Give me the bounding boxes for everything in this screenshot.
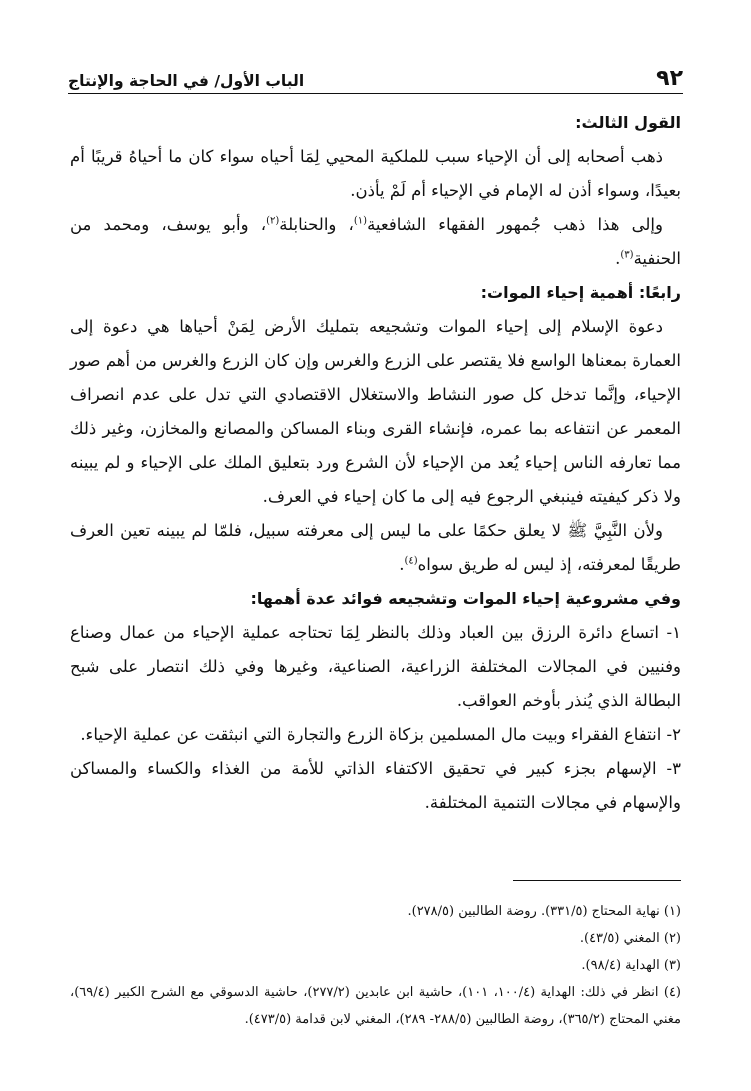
section-heading-benefits: وفي مشروعية إحياء الموات وتشجيعه فوائد عدة أهمها: xyxy=(250,589,681,608)
footnote-ref-3[interactable]: (٣) xyxy=(620,249,634,261)
footnote-ref-1[interactable]: (١) xyxy=(353,215,368,227)
footnote-ref-4[interactable]: (٤) xyxy=(404,555,418,567)
text-segment: . xyxy=(615,249,621,268)
footnote-1: (١) نهاية المحتاج (٣٣١/٥). روضة الطالبين (٢٧٨/٥). xyxy=(407,904,681,919)
paragraph-invitation: دعوة الإسلام إلى إحياء الموات وتشجيعه بتمليك الأرض لِمَنْ أحياها هي دعوة إلى العمارة بمعناها الواسع فلا يقتصر على الزرع والغرس وإن كان الزرع والغرس من أهم صور الإحياء، وإنَّما تدخل كل صور النشاط والاستغلال الاقتصادي التي تدل على عدم انصراف المعمر عن انتفاعه بما عمره، فإنشاء القرى وبناء المساكن والمصانع والمخازن، وغير ذلك مما تعارفه الناس إحياء يُعد من الإحياء لأن الشرع ورد بتعليق الملك على الإحياء و لم يبينه ولا ذكر كيفيته فينبغي الرجوع فيه إلى ما كان إحياء في العرف. xyxy=(70,317,681,506)
list-item-3: ٣- الإسهام بجزء كبير في تحقيق الاكتفاء الذاتي للأمة من الغذاء والكساء والمساكن والإسهام في مجالات التنمية المختلفة. xyxy=(70,759,681,812)
main-text xyxy=(70,106,681,820)
footnote-divider xyxy=(513,880,681,881)
list-item-1: ١- اتساع دائرة الرزق بين العباد وذلك بالنظر لِمَا تحتاجه عملية الإحياء من عمال وصناع وفنيين في المجالات المختلفة الزراعية، الصناعية، وغيرها وفي ذلك انتصار على شبح البطالة الذي يُنذر بأوخم العواقب. xyxy=(70,623,681,710)
page-header xyxy=(68,58,683,94)
paragraph-majority xyxy=(70,208,681,276)
paragraph-prophet xyxy=(70,514,681,582)
footnotes xyxy=(70,898,681,1033)
text-segment: ، وأبو يوسف، ومحمد من الحنفية xyxy=(70,215,681,268)
running-title: الباب الأول/ في الحاجة والإنتاج xyxy=(68,72,305,90)
section-heading-importance: رابعًا: أهمية إحياء الموات: xyxy=(480,283,681,302)
footnote-ref-2[interactable]: (٢) xyxy=(266,215,280,227)
text-segment: ولأن النَّبِيَّ ﷺ لا يعلق حكمًا على ما ليس إلى معرفته سبيل، فلمّا لم يبينه تعين العرف طريقًا لمعرفته، إذ ليس له طريق سواه xyxy=(70,521,681,574)
footnote-4: (٤) انظر في ذلك: الهداية (١٠٠/٤، ١٠١)، حاشية ابن عابدين (٢٧٧/٢)، حاشية الدسوقي مع الشرح الكبير (٦٩/٤)، مغني المحتاج (٣٦٥/٢)، روضة الطالبين (٢٨٨/٥- ٢٨٩)، المغني لابن قدامة (٤٧٣/٥). xyxy=(70,985,681,1027)
list-item-2: ٢- انتفاع الفقراء وبيت مال المسلمين بزكاة الزرع والتجارة التي انبثقت عن عملية الإحياء. xyxy=(80,725,681,744)
section-heading-third-opinion: القول الثالث: xyxy=(575,113,681,132)
footnote-2: (٢) المغني (٤٣/٥). xyxy=(579,931,681,946)
paragraph-third-opinion: ذهب أصحابه إلى أن الإحياء سبب للملكية المحيي لِمَا أحياه سواء كان ما أحياهُ قريبًا أم بعيدًا، وسواء أذن له الإمام في الإحياء أم لَمْ يأذن. xyxy=(70,147,681,200)
page-number: ٩٢ xyxy=(656,66,683,91)
text-segment: . xyxy=(399,555,405,574)
text-segment: وإلى هذا ذهب جُمهور الفقهاء الشافعية xyxy=(367,215,663,234)
text-segment: ، والحنابلة xyxy=(279,215,354,234)
footnote-3: (٣) الهداية (٩٨/٤). xyxy=(581,958,681,973)
